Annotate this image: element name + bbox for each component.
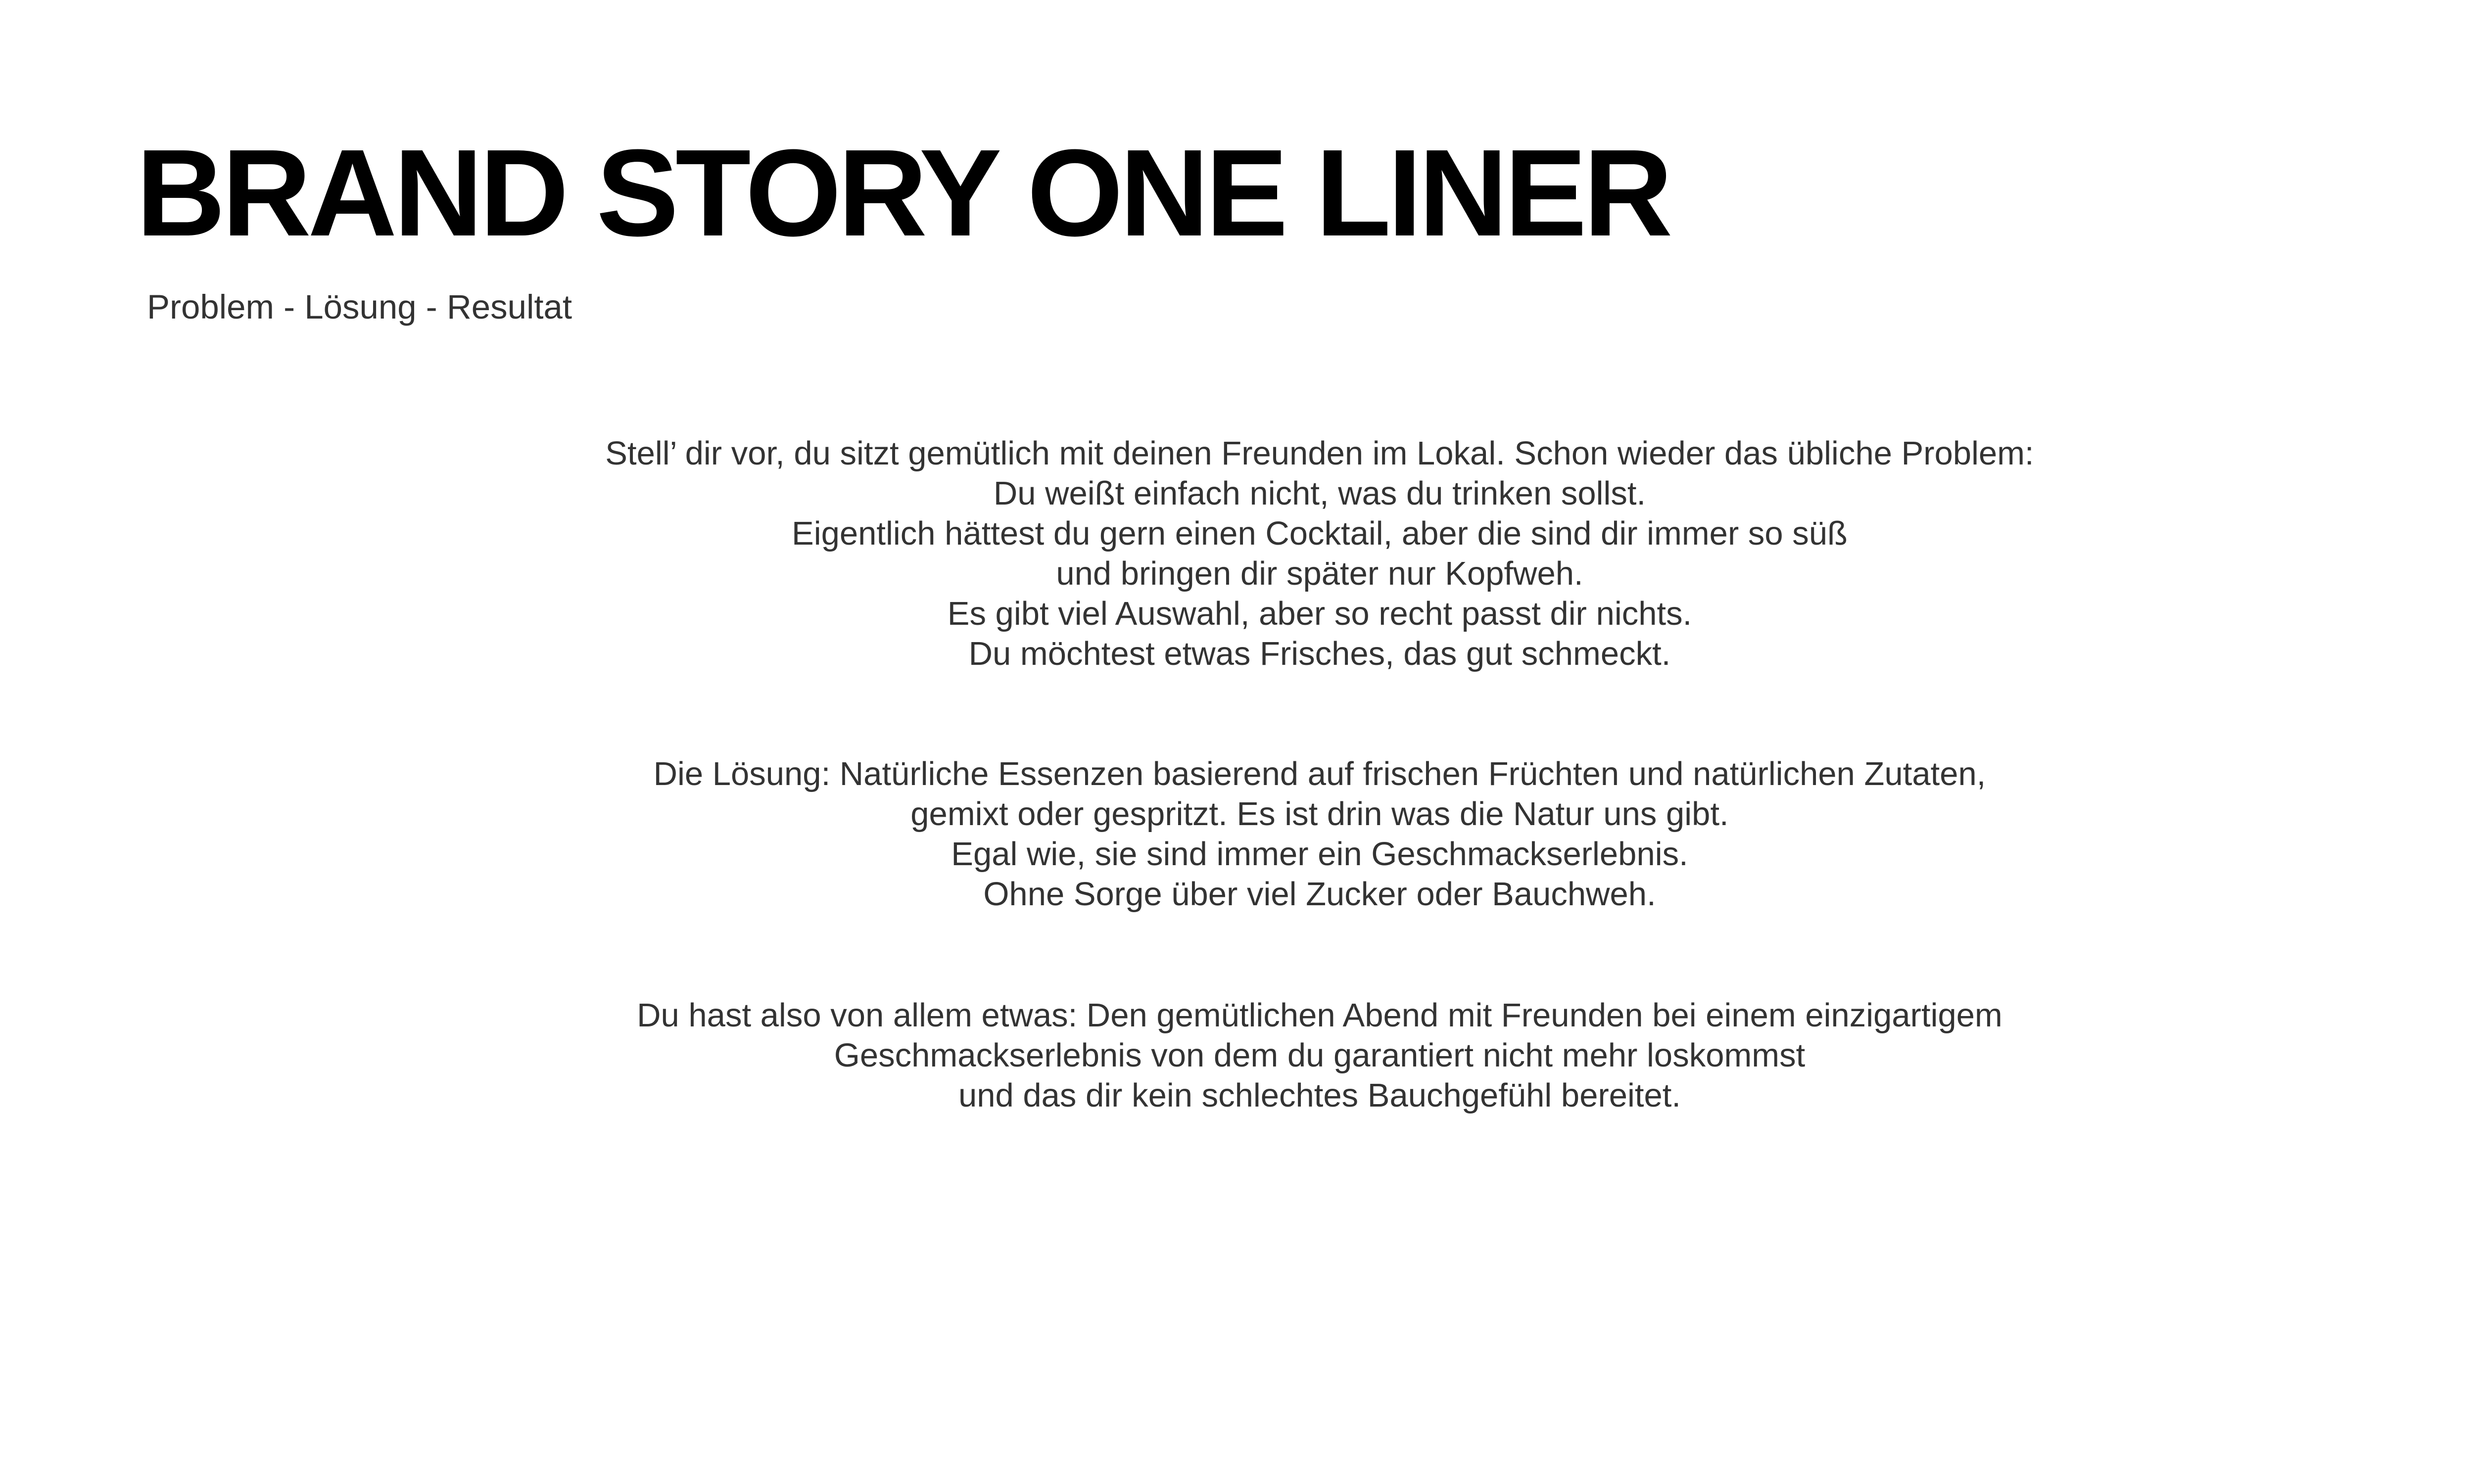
paragraph-line: und das dir kein schlechtes Bauchgefühl bereitet. bbox=[958, 1077, 1681, 1114]
paragraph-line: Ohne Sorge über viel Zucker oder Bauchweh. bbox=[983, 876, 1656, 913]
paragraph-result bbox=[0, 995, 2474, 1115]
paragraph-line: gemixt oder gespritzt. Es ist drin was die Natur uns gibt. bbox=[910, 795, 1729, 833]
paragraph-solution bbox=[0, 754, 2474, 914]
paragraph-line: Egal wie, sie sind immer ein Geschmackserlebnis. bbox=[951, 835, 1688, 873]
paragraph-line: Die Lösung: Natürliche Essenzen basierend auf frischen Früchten und natürlichen Zutaten, bbox=[653, 755, 1986, 792]
paragraph-line: Geschmackserlebnis von dem du garantiert nicht mehr loskommst bbox=[834, 1037, 1806, 1074]
paragraph-line: Es gibt viel Auswahl, aber so recht passt dir nichts. bbox=[947, 595, 1692, 632]
paragraph-line: Du weißt einfach nicht, was du trinken sollst. bbox=[993, 475, 1646, 512]
paragraph-line: Eigentlich hättest du gern einen Cocktail, aber die sind dir immer so süß bbox=[792, 515, 1848, 552]
slide-title: BRAND STORY ONE LINER bbox=[136, 124, 1669, 262]
paragraph-line: Du hast also von allem etwas: Den gemütlichen Abend mit Freunden bei einem einzigartigem bbox=[637, 997, 2002, 1034]
slide-subtitle: Problem - Lösung - Resultat bbox=[147, 288, 572, 326]
paragraph-problem bbox=[0, 433, 2474, 674]
paragraph-line: Du möchtest etwas Frisches, das gut schmeckt. bbox=[968, 635, 1671, 672]
paragraph-line: und bringen dir später nur Kopfweh. bbox=[1056, 555, 1583, 592]
paragraph-line: Stell’ dir vor, du sitzt gemütlich mit deinen Freunden im Lokal. Schon wieder das übliche Problem: bbox=[605, 435, 2034, 472]
